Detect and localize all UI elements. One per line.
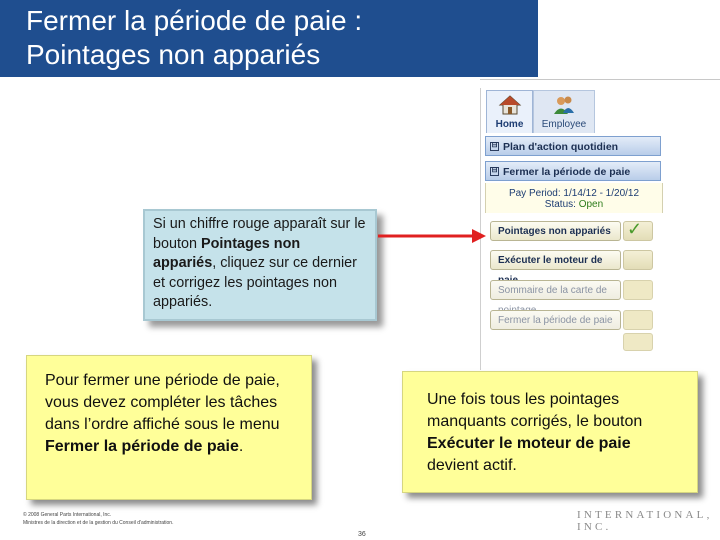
task-status	[623, 310, 653, 330]
arrow-icon	[378, 226, 488, 246]
home-icon	[499, 95, 521, 115]
task-button-executer-moteur[interactable]	[490, 250, 621, 270]
callout-yellow-right-text	[427, 389, 681, 477]
copyright-text: © 2008 General Parts International, Inc.	[23, 512, 112, 518]
menu-fermer-periode-label: Fermer la période de paie	[503, 166, 631, 178]
pay-period-text: Pay Period: 1/14/12 - 1/20/12	[508, 188, 640, 199]
task-status-complete	[623, 221, 653, 241]
brand-text: INTERNATIONAL, INC.	[577, 509, 713, 533]
task-button-sommaire-carte[interactable]	[490, 280, 621, 300]
task-label: Sommaire de la carte de	[498, 285, 607, 296]
callout-blue-text	[145, 211, 375, 317]
tab-employee-label: Employee	[541, 119, 587, 130]
task-status	[623, 280, 653, 300]
tab-home[interactable]	[486, 90, 533, 133]
title-line-1: Fermer la période de paie :	[26, 5, 363, 36]
tab-employee[interactable]	[533, 90, 595, 133]
callout-text: .	[238, 438, 244, 455]
task-label: Fermer la période de paie	[498, 315, 613, 326]
collapse-icon[interactable]: ⊟	[491, 141, 498, 149]
pay-period-panel	[485, 183, 663, 213]
collapse-icon[interactable]: ⊟	[491, 166, 498, 174]
title-line-2: Pointages non appariés	[26, 39, 321, 70]
callout-text: Une fois tous les pointages manquants corrigés, le bouton	[427, 391, 643, 430]
callout-text: Pour fermer une période de paie, vous devez compléter les tâches dans l’ordre affiché sous le menu	[45, 372, 280, 433]
page-number: 36	[358, 531, 366, 538]
callout-text: Si un chiffre rouge apparaît sur le bouton	[153, 216, 366, 252]
menu-fermer-periode[interactable]	[485, 161, 661, 181]
menu-plan-action[interactable]	[485, 136, 661, 156]
slide-title	[26, 4, 362, 72]
task-label: Exécuter le moteur de	[498, 255, 603, 266]
task-label: Pointages non appariés	[498, 226, 611, 237]
callout-text: , cliquez sur ce dernier et corrigez les pointages non appariés.	[153, 255, 357, 310]
title-bar	[0, 0, 538, 77]
tab-home-label: Home	[495, 119, 524, 130]
task-status	[623, 250, 653, 270]
task-button-fermer-periode[interactable]	[490, 310, 621, 330]
pay-period-status	[486, 199, 662, 210]
task-button-pointages-non-apparies[interactable]	[490, 221, 621, 241]
status-value: Open	[578, 199, 604, 210]
callout-yellow-left-text	[45, 370, 293, 458]
callout-bold-text: Fermer la période de paie	[45, 438, 239, 455]
checkmark-icon: ✓	[627, 219, 643, 239]
disclaimer-text: Ministres de la direction et de la gestion du Conseil d'administration.	[23, 520, 174, 526]
status-label: Status:	[544, 199, 576, 210]
callout-bold-text: Exécuter le moteur de paie	[427, 435, 631, 452]
callout-yellow-left	[26, 355, 312, 500]
callout-blue	[143, 209, 377, 321]
people-icon	[553, 95, 575, 115]
task-status	[623, 333, 653, 351]
menu-plan-action-label: Plan d'action quotidien	[503, 141, 619, 153]
divider	[480, 79, 720, 80]
callout-text: devient actif.	[427, 457, 517, 474]
callout-yellow-right	[402, 371, 698, 493]
callout-bold-text: Pointages non appariés	[153, 235, 301, 271]
